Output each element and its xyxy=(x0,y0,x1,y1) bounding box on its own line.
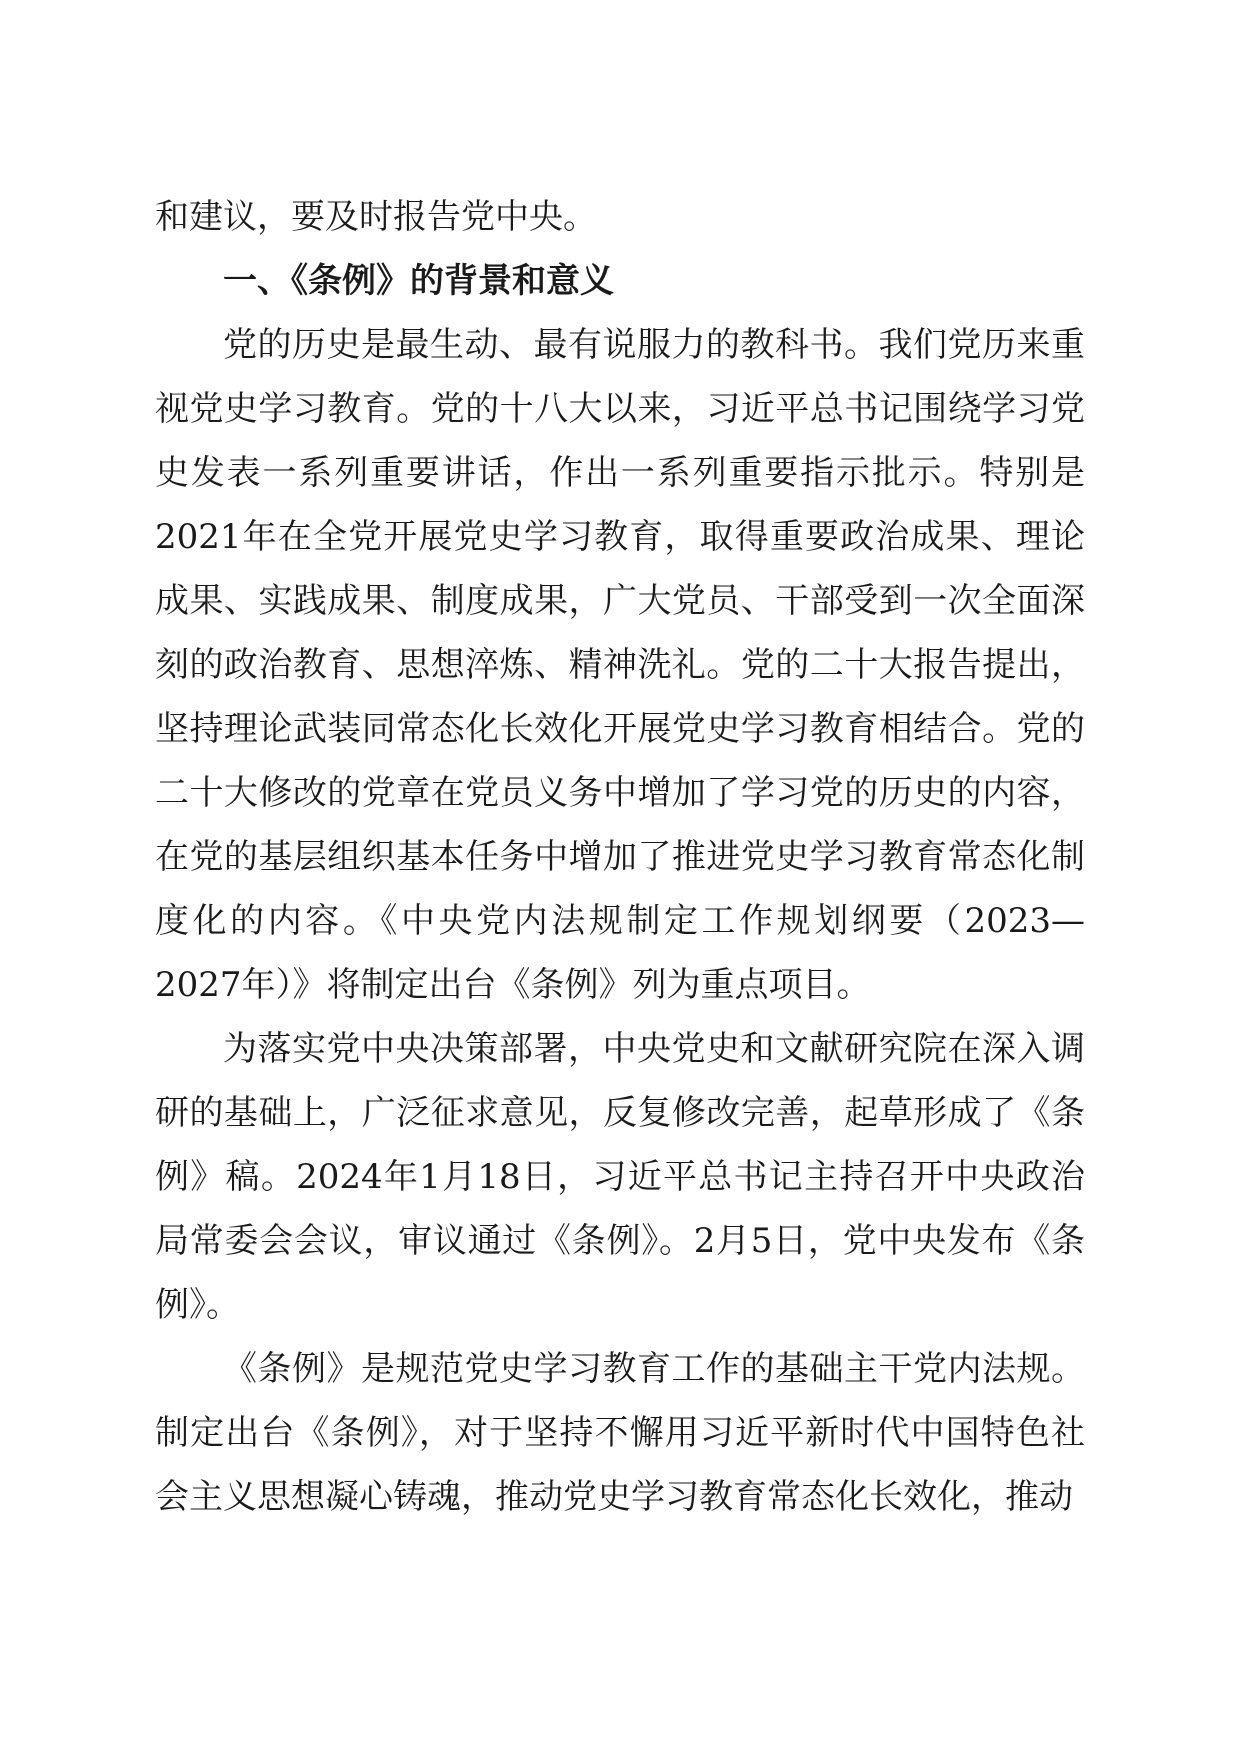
paragraph-significance: 《条例》是规范党史学习教育工作的基础主干党内法规。制定出台《条例》，对于坚持不懈用习近平新时代中国特色社会主义思想凝心铸魂，推动党史学习教育常态化长效化，推动 xyxy=(155,1349,1085,1517)
paragraph-background: 党的历史是最生动、最有说服力的教科书。我们党历来重视党史学习教育。党的十八大以来，习近平总书记围绕学习党史发表一系列重要讲话，作出一系列重要指示批示。特别是2021年在全党开展党史学习教育，取得重要政治成果、理论成果、实践成果、制度成果，广大党员、干部受到一次全面深刻的政治教育、思想淬炼、精神洗礼。党的二十大报告提出，坚持理论武装同常态化长效化开展党史学习教育相结合。党的二十大修改的党章在党员义务中增加了学习党的历史的内容，在党的基层组织基本任务中增加了推进党史学习教育常态化制度化的内容。《中央党内法规制定工作规划纲要（2023—2027年）》将制定出台《条例》列为重点项目。 xyxy=(155,325,1085,1005)
continued-paragraph: 和建议，要及时报告党中央。 xyxy=(155,197,597,237)
section-heading: 一、《条例》的背景和意义 xyxy=(223,261,614,301)
paragraph-drafting: 为落实党中央决策部署，中央党史和文献研究院在深入调研的基础上，广泛征求意见，反复修改完善，起草形成了《条例》稿。2024年1月18日，习近平总书记主持召开中央政治局常委会会议，审议通过《条例》。2月5日，党中央发布《条例》。 xyxy=(155,1029,1085,1325)
document-body xyxy=(155,185,1085,1529)
